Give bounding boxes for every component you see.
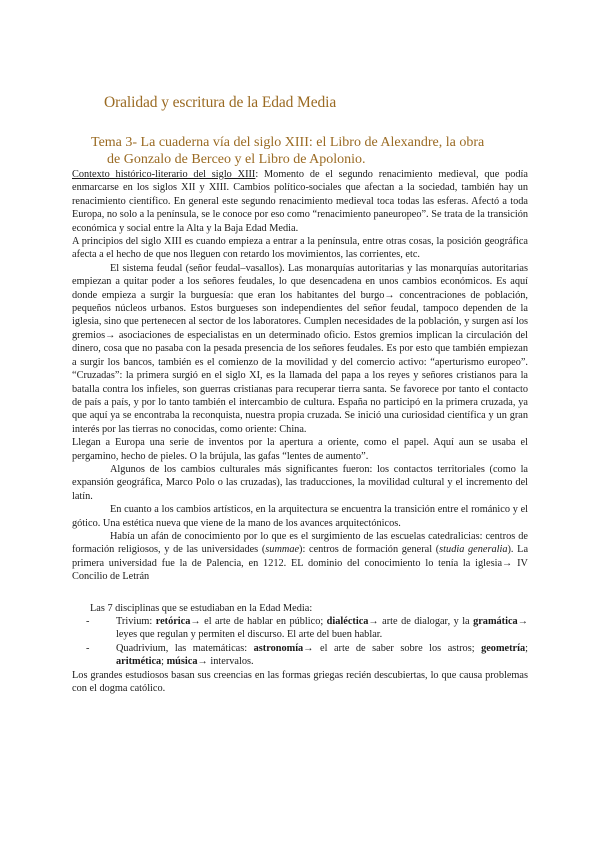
context-label: Contexto histórico-literario del siglo XIII — [72, 169, 256, 180]
list-bullet: - — [86, 642, 90, 654]
list-bullet: - — [86, 616, 90, 627]
paragraph-cultural-changes: Algunos de los cambios culturales más significantes fueron: los contactos territoriales (como la expansión geográfica, Marco Polo o las cruzadas), las traducciones, la movilidad cultural y el incremento del latín. — [72, 463, 528, 502]
section-heading-line-1: Tema 3- La cuaderna vía del siglo XIII: el Libro de Alexandre, la obra — [91, 135, 485, 150]
section-heading — [91, 134, 531, 168]
paragraph-context — [72, 168, 528, 235]
paragraph-feudal-system: El sistema feudal (señor feudal–vasallos). Las monarquías autoritarias y las monarquías autoritarias empiezan a quitar poder a los señores feudales, lo que desencadena en unos cambios económicos. Es aquí donde empieza a surgir la burguesía: que eran los habitantes del burgo→ concentraciones de población, pequeños núcleos urbanos. Estos burgueses son independientes del señor feudal, tampoco dependen de la iglesia, sino que pertenecen al sector de los laboratores. Cumplen necesidades de la población, y surgen así los gremios→ asociaciones de especialistas en un determinado oficio. Estos gremios implican la circulación del dinero, cosa que no pasaba con la pesada presencia de los señores feudales. Es por esto que también empiezan a surgir los bancos, también es el comienzo de la movilidad y del comercio activo: “aperturismo europeo”. “Cruzadas”: la primera surgió en el siglo XI, es la llamada del papa a los reyes y señores cristianos para la batalla contra los infieles, son guerras cristianas para recuperar tierra santa. Se favorece por tanto el contacto de país a país, y por lo tanto también el intercambio de cultura. España no participó en la primera cruzada, ya que aquí ya se encontraba la reconquista, nuestra propia cruzada. Se inició una curiosidad científica y un gran interés por las tierras no conocidas, como oriente: China. — [72, 262, 528, 435]
knowledge-text-a: Había un afán de conocimiento por lo que es el surgimiento de las escuelas catedralicias: centros de formación religiosos, y de las universidades ( — [72, 530, 528, 556]
paragraph-artistic-changes: En cuanto a los cambios artísticos, en la arquitectura se encuentra la transición entre el románico y el gótico. Una estética nueva que viene de la mano de los avances arquitectónicos. — [72, 504, 528, 529]
context-text: : Momento de el segundo renacimiento medieval, que podía enmarcarse en los siglos XII y XIII. Cambios político-sociales que afectan a la sociedad, también hay un renacimiento científico. En general este segundo renacimiento medieval toca todas las esferas. Afectó a toda Europa, no solo a la península, se le conoce por eso como “renacimiento paneuropeo”. Se trata de la transición económica y social entre la Alta y la Baja Edad Media. — [72, 169, 528, 234]
list-item-quadrivium — [72, 642, 528, 669]
disciplines-intro: Las 7 disciplinas que se estudiaban en la Edad Media: — [90, 602, 313, 614]
section-heading-line-2: de Gonzalo de Berceo y el Libro de Apolonio. — [107, 152, 366, 167]
page-title: Oralidad y escritura de la Edad Media — [104, 94, 337, 111]
paragraph-inventions: Llegan a Europa una serie de inventos por la apertura a oriente, como el papel. Aquí aun se usaba el pergamino, hecho de pieles. O la brújula, las gafas “lentes de aumento”. — [72, 437, 528, 462]
list-item-trivium — [72, 615, 528, 642]
paragraph-thirteenth-century: A principios del siglo XIII es cuando empieza a entrar a la península, entre otras cosas, la posición geográfica afecta a el hecho de que nos lleguen con retardo los movimientos, las corrientes, etc. — [72, 236, 528, 261]
paragraph-knowledge — [72, 530, 528, 584]
paragraph-greek-forms: Los grandes estudiosos basan sus creencias en las formas griegas recién descubiertas, lo que causa problemas con el dogma católico. — [72, 669, 528, 695]
knowledge-studia-generalia: studia generalia — [439, 544, 508, 556]
knowledge-text-c: ): centros de formación general ( — [299, 544, 440, 556]
quadrivium-text: Quadrivium, las matemáticas: astronomía→ el arte de saber sobre los astros; geometría; aritmética; música→ intervalos. — [116, 642, 528, 668]
knowledge-text-e: ). La primera universidad fue la de Palencia, en 1212. EL dominio del conocimiento lo tenía la iglesia→ IV Concilio de Letrán — [72, 544, 529, 583]
trivium-text: Trivium: retórica→ el arte de hablar en público; dialéctica→ arte de dialogar, y la gramática→ leyes que regulan y permiten el discurso. El arte del buen hablar. — [116, 616, 528, 641]
knowledge-summae: summae — [265, 544, 300, 556]
document-body — [72, 168, 528, 695]
